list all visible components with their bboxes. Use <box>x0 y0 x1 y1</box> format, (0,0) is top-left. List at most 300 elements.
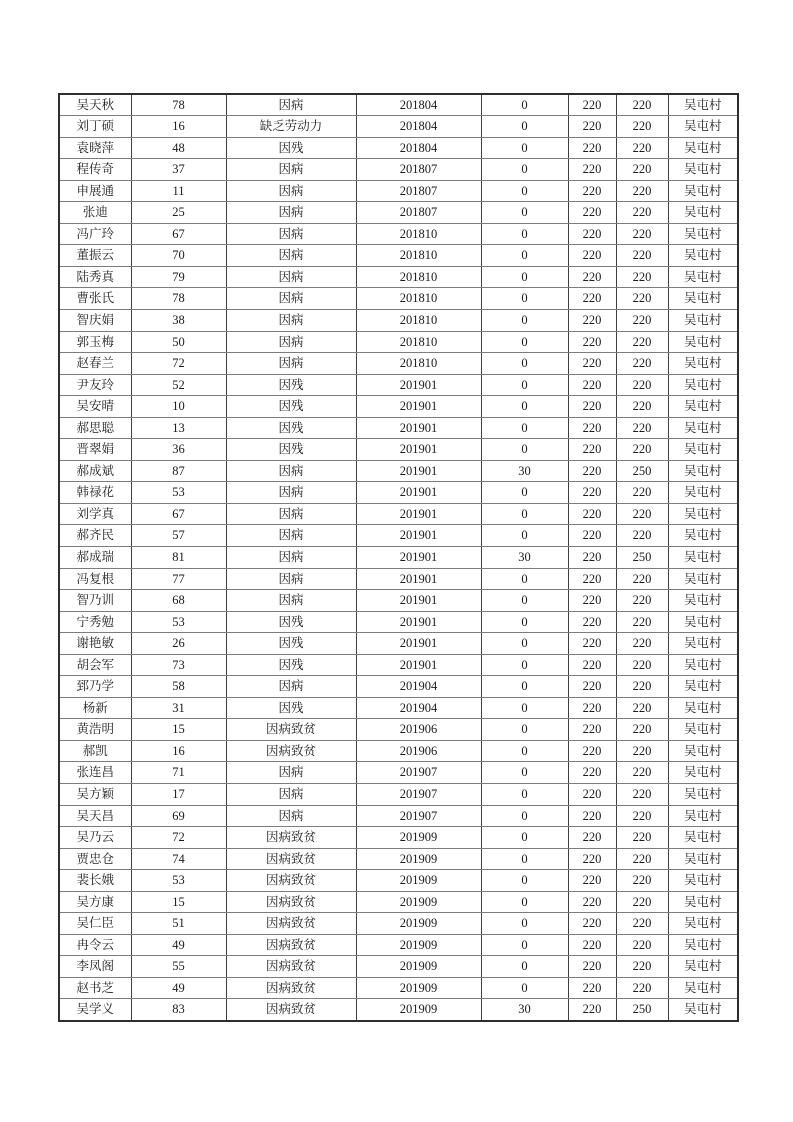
table-cell: 因残 <box>226 654 356 676</box>
table-row <box>59 396 738 418</box>
table-row <box>59 611 738 633</box>
table-cell: 吴安晴 <box>59 396 131 418</box>
table-cell: 因病 <box>226 331 356 353</box>
table-cell: 吴屯村 <box>668 353 738 375</box>
table-cell: 30 <box>481 999 568 1021</box>
table-cell: 吴屯村 <box>668 116 738 138</box>
table-row <box>59 223 738 245</box>
table-cell: 0 <box>481 439 568 461</box>
table-cell: 0 <box>481 590 568 612</box>
table-cell: 吴天昌 <box>59 805 131 827</box>
table-cell: 220 <box>616 439 668 461</box>
table-cell: 因残 <box>226 633 356 655</box>
table-cell: 78 <box>131 94 226 116</box>
table-cell: 201904 <box>356 697 481 719</box>
table-cell: 220 <box>616 590 668 612</box>
table-cell: 0 <box>481 568 568 590</box>
table-row <box>59 309 738 331</box>
table-cell: 吴屯村 <box>668 439 738 461</box>
table-cell: 220 <box>616 159 668 181</box>
table-cell: 郝凯 <box>59 740 131 762</box>
table-cell: 220 <box>616 977 668 999</box>
table-cell: 因残 <box>226 137 356 159</box>
table-cell: 220 <box>616 288 668 310</box>
table-cell: 宁秀勉 <box>59 611 131 633</box>
table-cell: 201909 <box>356 934 481 956</box>
table-cell: 吴屯村 <box>668 719 738 741</box>
table-cell: 因病致贫 <box>226 913 356 935</box>
table-cell: 因病 <box>226 159 356 181</box>
table-cell: 201807 <box>356 180 481 202</box>
table-cell: 30 <box>481 460 568 482</box>
table-cell: 吴屯村 <box>668 891 738 913</box>
table-cell: 因残 <box>226 697 356 719</box>
table-cell: 0 <box>481 633 568 655</box>
table-cell: 220 <box>616 611 668 633</box>
table-cell: 201909 <box>356 913 481 935</box>
table-cell: 220 <box>568 977 616 999</box>
table-cell: 吴屯村 <box>668 956 738 978</box>
table-cell: 0 <box>481 374 568 396</box>
table-cell: 智庆娟 <box>59 309 131 331</box>
table-cell: 201901 <box>356 503 481 525</box>
table-row <box>59 762 738 784</box>
table-cell: 220 <box>568 525 616 547</box>
table-cell: 晋翠娟 <box>59 439 131 461</box>
table-row <box>59 654 738 676</box>
table-cell: 0 <box>481 762 568 784</box>
table-cell: 220 <box>568 137 616 159</box>
table-cell: 吴屯村 <box>668 331 738 353</box>
table-row <box>59 482 738 504</box>
table-cell: 58 <box>131 676 226 698</box>
table-cell: 220 <box>568 223 616 245</box>
table-cell: 杨新 <box>59 697 131 719</box>
table-row <box>59 999 738 1021</box>
table-cell: 220 <box>568 266 616 288</box>
table-row <box>59 439 738 461</box>
table-row <box>59 353 738 375</box>
table-row <box>59 590 738 612</box>
table-cell: 220 <box>616 697 668 719</box>
table-cell: 220 <box>568 590 616 612</box>
table-cell: 250 <box>616 546 668 568</box>
table-cell: 缺乏劳动力 <box>226 116 356 138</box>
table-cell: 201907 <box>356 762 481 784</box>
table-row <box>59 697 738 719</box>
table-cell: 201901 <box>356 590 481 612</box>
table-row <box>59 331 738 353</box>
table-cell: 因病 <box>226 245 356 267</box>
table-cell: 0 <box>481 870 568 892</box>
table-cell: 201804 <box>356 116 481 138</box>
table-cell: 张迪 <box>59 202 131 224</box>
table-row <box>59 891 738 913</box>
table-cell: 0 <box>481 202 568 224</box>
table-cell: 因病 <box>226 353 356 375</box>
table-cell: 0 <box>481 223 568 245</box>
table-cell: 220 <box>568 633 616 655</box>
table-cell: 79 <box>131 266 226 288</box>
table-cell: 16 <box>131 740 226 762</box>
table-cell: 吴乃云 <box>59 827 131 849</box>
table-cell: 吴屯村 <box>668 805 738 827</box>
table-cell: 0 <box>481 740 568 762</box>
table-cell: 73 <box>131 654 226 676</box>
table-cell: 220 <box>616 266 668 288</box>
table-cell: 77 <box>131 568 226 590</box>
table-cell: 220 <box>616 245 668 267</box>
table-cell: 25 <box>131 202 226 224</box>
table-cell: 吴屯村 <box>668 934 738 956</box>
table-cell: 吴屯村 <box>668 374 738 396</box>
table-cell: 因病 <box>226 202 356 224</box>
table-cell: 87 <box>131 460 226 482</box>
table-cell: 201906 <box>356 719 481 741</box>
table-cell: 0 <box>481 288 568 310</box>
table-cell: 201901 <box>356 633 481 655</box>
table-cell: 0 <box>481 977 568 999</box>
table-cell: 10 <box>131 396 226 418</box>
table-cell: 220 <box>616 934 668 956</box>
table-cell: 250 <box>616 999 668 1021</box>
table-cell: 李凤阁 <box>59 956 131 978</box>
table-cell: 49 <box>131 977 226 999</box>
table-row <box>59 116 738 138</box>
table-cell: 220 <box>568 934 616 956</box>
table-cell: 胡会军 <box>59 654 131 676</box>
table-row <box>59 676 738 698</box>
table-row <box>59 159 738 181</box>
table-cell: 0 <box>481 934 568 956</box>
table-cell: 0 <box>481 396 568 418</box>
table-cell: 因病 <box>226 568 356 590</box>
table-cell: 0 <box>481 266 568 288</box>
table-row <box>59 503 738 525</box>
table-cell: 0 <box>481 913 568 935</box>
table-cell: 201901 <box>356 525 481 547</box>
table-cell: 0 <box>481 848 568 870</box>
table-cell: 贾忠仓 <box>59 848 131 870</box>
table-cell: 201810 <box>356 245 481 267</box>
table-cell: 70 <box>131 245 226 267</box>
table-cell: 因病 <box>226 784 356 806</box>
table-cell: 50 <box>131 331 226 353</box>
table-cell: 37 <box>131 159 226 181</box>
table-cell: 220 <box>616 374 668 396</box>
table-cell: 69 <box>131 805 226 827</box>
table-cell: 201909 <box>356 827 481 849</box>
table-cell: 220 <box>568 913 616 935</box>
table-cell: 0 <box>481 331 568 353</box>
table-cell: 15 <box>131 891 226 913</box>
table-cell: 曹张氏 <box>59 288 131 310</box>
table-cell: 吴屯村 <box>668 633 738 655</box>
table-cell: 220 <box>568 439 616 461</box>
table-cell: 201901 <box>356 417 481 439</box>
table-cell: 0 <box>481 503 568 525</box>
table-row <box>59 266 738 288</box>
table-cell: 83 <box>131 999 226 1021</box>
table-cell: 220 <box>616 719 668 741</box>
table-cell: 74 <box>131 848 226 870</box>
table-cell: 郝齐民 <box>59 525 131 547</box>
table-cell: 72 <box>131 827 226 849</box>
table-cell: 赵春兰 <box>59 353 131 375</box>
table-cell: 201901 <box>356 546 481 568</box>
table-cell: 因病致贫 <box>226 956 356 978</box>
table-cell: 因病致贫 <box>226 977 356 999</box>
table-cell: 220 <box>616 116 668 138</box>
table-cell: 220 <box>568 159 616 181</box>
table-cell: 49 <box>131 934 226 956</box>
table-row <box>59 805 738 827</box>
table-cell: 吴屯村 <box>668 503 738 525</box>
table-cell: 201810 <box>356 223 481 245</box>
table-cell: 220 <box>568 309 616 331</box>
table-cell: 吴屯村 <box>668 676 738 698</box>
table-cell: 0 <box>481 137 568 159</box>
table-cell: 吴屯村 <box>668 999 738 1021</box>
table-cell: 52 <box>131 374 226 396</box>
table-cell: 220 <box>616 740 668 762</box>
table-cell: 因病致贫 <box>226 848 356 870</box>
table-cell: 15 <box>131 719 226 741</box>
table-cell: 220 <box>616 913 668 935</box>
table-cell: 张连昌 <box>59 762 131 784</box>
table-cell: 51 <box>131 913 226 935</box>
table-row <box>59 913 738 935</box>
table-cell: 裴长娥 <box>59 870 131 892</box>
table-cell: 220 <box>568 353 616 375</box>
table-cell: 220 <box>616 180 668 202</box>
table-cell: 201901 <box>356 654 481 676</box>
table-cell: 220 <box>616 94 668 116</box>
table-cell: 201909 <box>356 977 481 999</box>
table-row <box>59 956 738 978</box>
table-cell: 201901 <box>356 568 481 590</box>
table-cell: 220 <box>616 654 668 676</box>
table-cell: 赵书芝 <box>59 977 131 999</box>
table-cell: 220 <box>568 827 616 849</box>
table-cell: 201807 <box>356 159 481 181</box>
table-cell: 220 <box>616 633 668 655</box>
table-cell: 31 <box>131 697 226 719</box>
table-cell: 0 <box>481 309 568 331</box>
table-cell: 吴屯村 <box>668 137 738 159</box>
table-cell: 220 <box>616 417 668 439</box>
table-cell: 220 <box>568 482 616 504</box>
table-cell: 陆秀真 <box>59 266 131 288</box>
table-cell: 201906 <box>356 740 481 762</box>
table-cell: 220 <box>616 676 668 698</box>
table-cell: 吴屯村 <box>668 827 738 849</box>
table-cell: 吴屯村 <box>668 309 738 331</box>
table-cell: 郅乃学 <box>59 676 131 698</box>
table-cell: 吴屯村 <box>668 525 738 547</box>
table-cell: 因病 <box>226 676 356 698</box>
table-cell: 吴屯村 <box>668 223 738 245</box>
table-cell: 0 <box>481 159 568 181</box>
table-cell: 201901 <box>356 439 481 461</box>
table-cell: 因病 <box>226 590 356 612</box>
table-cell: 吴屯村 <box>668 180 738 202</box>
table-row <box>59 374 738 396</box>
table-cell: 220 <box>616 331 668 353</box>
table-cell: 因病 <box>226 460 356 482</box>
table-cell: 201804 <box>356 94 481 116</box>
table-cell: 78 <box>131 288 226 310</box>
table-cell: 201810 <box>356 288 481 310</box>
table-cell: 220 <box>616 827 668 849</box>
table-cell: 因残 <box>226 374 356 396</box>
table-cell: 220 <box>568 202 616 224</box>
table-cell: 201904 <box>356 676 481 698</box>
table-cell: 0 <box>481 611 568 633</box>
table-cell: 郭玉梅 <box>59 331 131 353</box>
table-cell: 201810 <box>356 331 481 353</box>
table-cell: 智乃训 <box>59 590 131 612</box>
table-cell: 吴仁臣 <box>59 913 131 935</box>
table-cell: 220 <box>568 396 616 418</box>
table-row <box>59 977 738 999</box>
beneficiary-table <box>58 93 739 1022</box>
table-cell: 0 <box>481 417 568 439</box>
table-cell: 因病致贫 <box>226 719 356 741</box>
table-cell: 201909 <box>356 956 481 978</box>
table-cell: 26 <box>131 633 226 655</box>
table-cell: 郝成斌 <box>59 460 131 482</box>
table-cell: 0 <box>481 891 568 913</box>
table-cell: 吴屯村 <box>668 94 738 116</box>
table-cell: 因病 <box>226 525 356 547</box>
table-cell: 0 <box>481 956 568 978</box>
table-cell: 因病致贫 <box>226 827 356 849</box>
table-cell: 68 <box>131 590 226 612</box>
table-cell: 220 <box>616 137 668 159</box>
table-cell: 0 <box>481 654 568 676</box>
table-row <box>59 94 738 116</box>
table-cell: 11 <box>131 180 226 202</box>
table-cell: 220 <box>616 353 668 375</box>
table-row <box>59 848 738 870</box>
table-cell: 吴屯村 <box>668 870 738 892</box>
table-cell: 16 <box>131 116 226 138</box>
table-row <box>59 934 738 956</box>
table-row <box>59 202 738 224</box>
table-row <box>59 417 738 439</box>
table-cell: 201909 <box>356 891 481 913</box>
table-cell: 0 <box>481 94 568 116</box>
table-cell: 220 <box>616 762 668 784</box>
table-cell: 吴天秋 <box>59 94 131 116</box>
table-cell: 220 <box>568 288 616 310</box>
table-cell: 71 <box>131 762 226 784</box>
table-cell: 吴屯村 <box>668 417 738 439</box>
table-cell: 220 <box>616 956 668 978</box>
table-cell: 因残 <box>226 396 356 418</box>
table-cell: 13 <box>131 417 226 439</box>
table-cell: 吴屯村 <box>668 288 738 310</box>
table-cell: 201909 <box>356 848 481 870</box>
table-cell: 0 <box>481 180 568 202</box>
table-cell: 201907 <box>356 805 481 827</box>
table-cell: 220 <box>568 999 616 1021</box>
table-cell: 48 <box>131 137 226 159</box>
table-cell: 因病 <box>226 546 356 568</box>
table-cell: 220 <box>568 697 616 719</box>
table-cell: 吴屯村 <box>668 460 738 482</box>
table-cell: 因病 <box>226 223 356 245</box>
table-cell: 67 <box>131 223 226 245</box>
table-cell: 53 <box>131 482 226 504</box>
table-cell: 因病致贫 <box>226 891 356 913</box>
table-cell: 201909 <box>356 870 481 892</box>
table-cell: 72 <box>131 353 226 375</box>
table-cell: 因残 <box>226 439 356 461</box>
table-cell: 吴屯村 <box>668 245 738 267</box>
table-cell: 220 <box>568 870 616 892</box>
table-cell: 220 <box>568 956 616 978</box>
table-cell: 220 <box>616 503 668 525</box>
table-cell: 因病 <box>226 266 356 288</box>
table-cell: 201901 <box>356 460 481 482</box>
table-row <box>59 740 738 762</box>
table-row <box>59 180 738 202</box>
table-cell: 201909 <box>356 999 481 1021</box>
table-cell: 250 <box>616 460 668 482</box>
table-cell: 220 <box>616 482 668 504</box>
table-cell: 201901 <box>356 374 481 396</box>
table-cell: 袁晓萍 <box>59 137 131 159</box>
table-cell: 220 <box>568 891 616 913</box>
table-cell: 冯广玲 <box>59 223 131 245</box>
table-cell: 0 <box>481 676 568 698</box>
table-cell: 刘丁硕 <box>59 116 131 138</box>
table-cell: 吴屯村 <box>668 913 738 935</box>
table-cell: 201907 <box>356 784 481 806</box>
table-cell: 吴方颖 <box>59 784 131 806</box>
table-cell: 0 <box>481 353 568 375</box>
table-cell: 220 <box>616 223 668 245</box>
table-cell: 因残 <box>226 611 356 633</box>
table-cell: 吴屯村 <box>668 977 738 999</box>
table-row <box>59 568 738 590</box>
table-cell: 吴屯村 <box>668 740 738 762</box>
table-cell: 220 <box>568 245 616 267</box>
table-row <box>59 870 738 892</box>
table-cell: 0 <box>481 697 568 719</box>
table-cell: 吴屯村 <box>668 697 738 719</box>
table-cell: 因病致贫 <box>226 870 356 892</box>
table-cell: 0 <box>481 827 568 849</box>
table-cell: 因病致贫 <box>226 740 356 762</box>
table-cell: 67 <box>131 503 226 525</box>
table-cell: 谢艳敏 <box>59 633 131 655</box>
table-cell: 53 <box>131 870 226 892</box>
table-cell: 因病致贫 <box>226 999 356 1021</box>
table-cell: 因病 <box>226 482 356 504</box>
table-cell: 因病 <box>226 762 356 784</box>
table-cell: 0 <box>481 525 568 547</box>
table-cell: 因病 <box>226 288 356 310</box>
table-cell: 220 <box>568 762 616 784</box>
table-row <box>59 288 738 310</box>
table-row <box>59 784 738 806</box>
table-cell: 220 <box>616 525 668 547</box>
table-cell: 201901 <box>356 611 481 633</box>
table-cell: 吴屯村 <box>668 482 738 504</box>
